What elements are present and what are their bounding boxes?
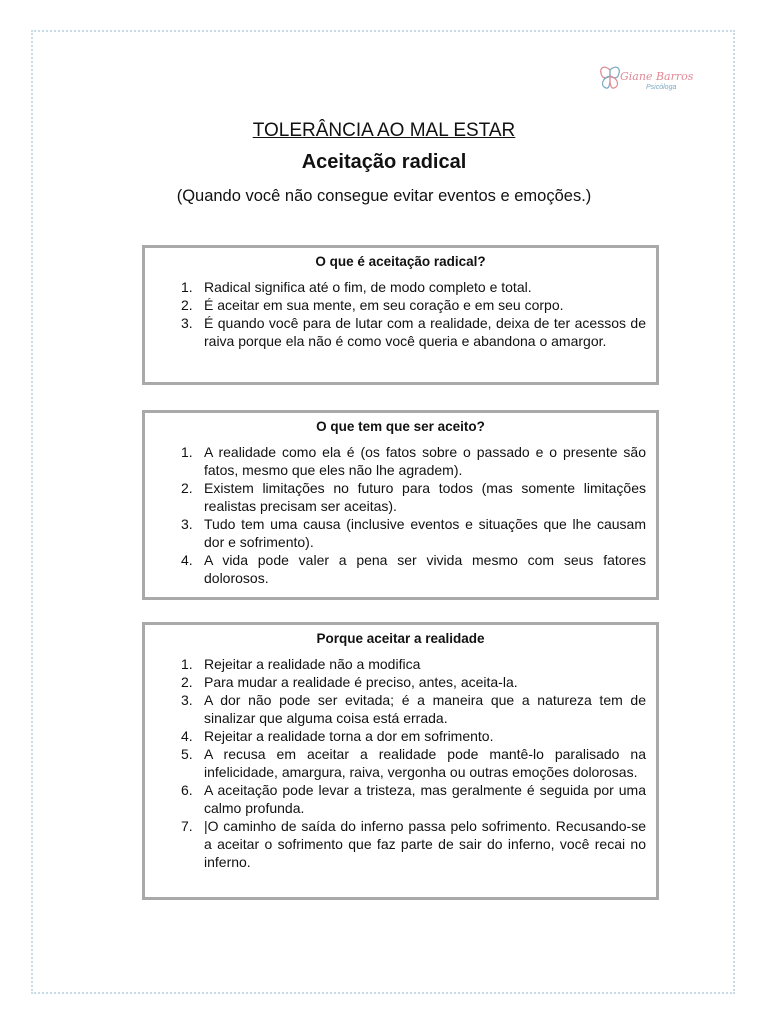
list-number: 3. [181, 692, 193, 708]
logo-name: Giane Barros [620, 70, 694, 83]
list-text: Rejeitar a realidade não a modifica [204, 656, 421, 672]
list-item [155, 515, 646, 551]
section-list [155, 655, 646, 871]
section-what-is-radical-acceptance [142, 245, 659, 385]
list-number: 2. [181, 480, 193, 496]
list-text: |O caminho de saída do inferno passa pelo sofrimento. Recusando-se a aceitar o sofrimento que faz parte de sair do inferno, você recai no inferno. [204, 818, 646, 870]
page-subtitle: Aceitação radical [301, 151, 467, 173]
section-heading: O que é aceitação radical? [315, 254, 486, 269]
list-text: Radical significa até o fim, de modo completo e total. [204, 279, 532, 295]
logo-subtitle: Psicóloga [646, 84, 677, 91]
section-why-accept-reality [142, 622, 659, 900]
list-item [155, 551, 646, 587]
list-number: 1. [181, 444, 193, 460]
section-what-must-be-accepted [142, 410, 659, 600]
list-number: 3. [181, 516, 193, 532]
list-item [155, 278, 646, 296]
list-item [155, 727, 646, 745]
section-list [155, 278, 646, 350]
list-text: A recusa em aceitar a realidade pode mantê-lo paralisado na infelicidade, amargura, raiva, vergonha ou outras emoções dolorosas. [204, 746, 646, 780]
section-heading: Porque aceitar a realidade [316, 631, 485, 646]
list-text: A vida pode valer a pena ser vivida mesmo com seus fatores dolorosos. [204, 552, 646, 586]
list-item [155, 817, 646, 871]
list-text: Para mudar a realidade é preciso, antes, aceita-la. [204, 674, 518, 690]
section-heading: O que tem que ser aceito? [316, 419, 485, 434]
list-number: 2. [181, 297, 193, 313]
list-item [155, 781, 646, 817]
list-text: É quando você para de lutar com a realidade, deixa de ter acessos de raiva porque ela não é como você queria e abandona o amargor. [204, 315, 646, 349]
list-number: 5. [181, 746, 193, 762]
list-item [155, 443, 646, 479]
list-item [155, 296, 646, 314]
list-number: 6. [181, 782, 193, 798]
list-number: 1. [181, 279, 193, 295]
list-text: A realidade como ela é (os fatos sobre o passado e o presente são fatos, mesmo que eles não lhe agradem). [204, 444, 646, 478]
list-text: Existem limitações no futuro para todos (mas somente limitações realistas precisam ser aceitas). [204, 480, 646, 514]
page-tagline: (Quando você não consegue evitar eventos e emoções.) [176, 187, 592, 205]
butterfly-icon [598, 64, 622, 94]
list-number: 2. [181, 674, 193, 690]
logo [598, 64, 728, 104]
list-number: 3. [181, 315, 193, 331]
list-item [155, 479, 646, 515]
section-list [155, 443, 646, 587]
list-text: É aceitar em sua mente, em seu coração e em seu corpo. [204, 297, 564, 313]
list-text: Rejeitar a realidade torna a dor em sofrimento. [204, 728, 494, 744]
list-text: A aceitação pode levar a tristeza, mas geralmente é seguida por uma calmo profunda. [204, 782, 646, 816]
list-item [155, 745, 646, 781]
list-number: 7. [181, 818, 193, 834]
list-number: 1. [181, 656, 193, 672]
list-item [155, 691, 646, 727]
page-title: TOLERÂNCIA AO MAL ESTAR [252, 120, 516, 141]
list-number: 4. [181, 552, 193, 568]
list-item [155, 314, 646, 350]
list-number: 4. [181, 728, 193, 744]
list-item [155, 673, 646, 691]
list-text: Tudo tem uma causa (inclusive eventos e situações que lhe causam dor e sofrimento). [204, 516, 646, 550]
list-text: A dor não pode ser evitada; é a maneira que a natureza tem de sinalizar que alguma coisa está errada. [204, 692, 646, 726]
list-item [155, 655, 646, 673]
